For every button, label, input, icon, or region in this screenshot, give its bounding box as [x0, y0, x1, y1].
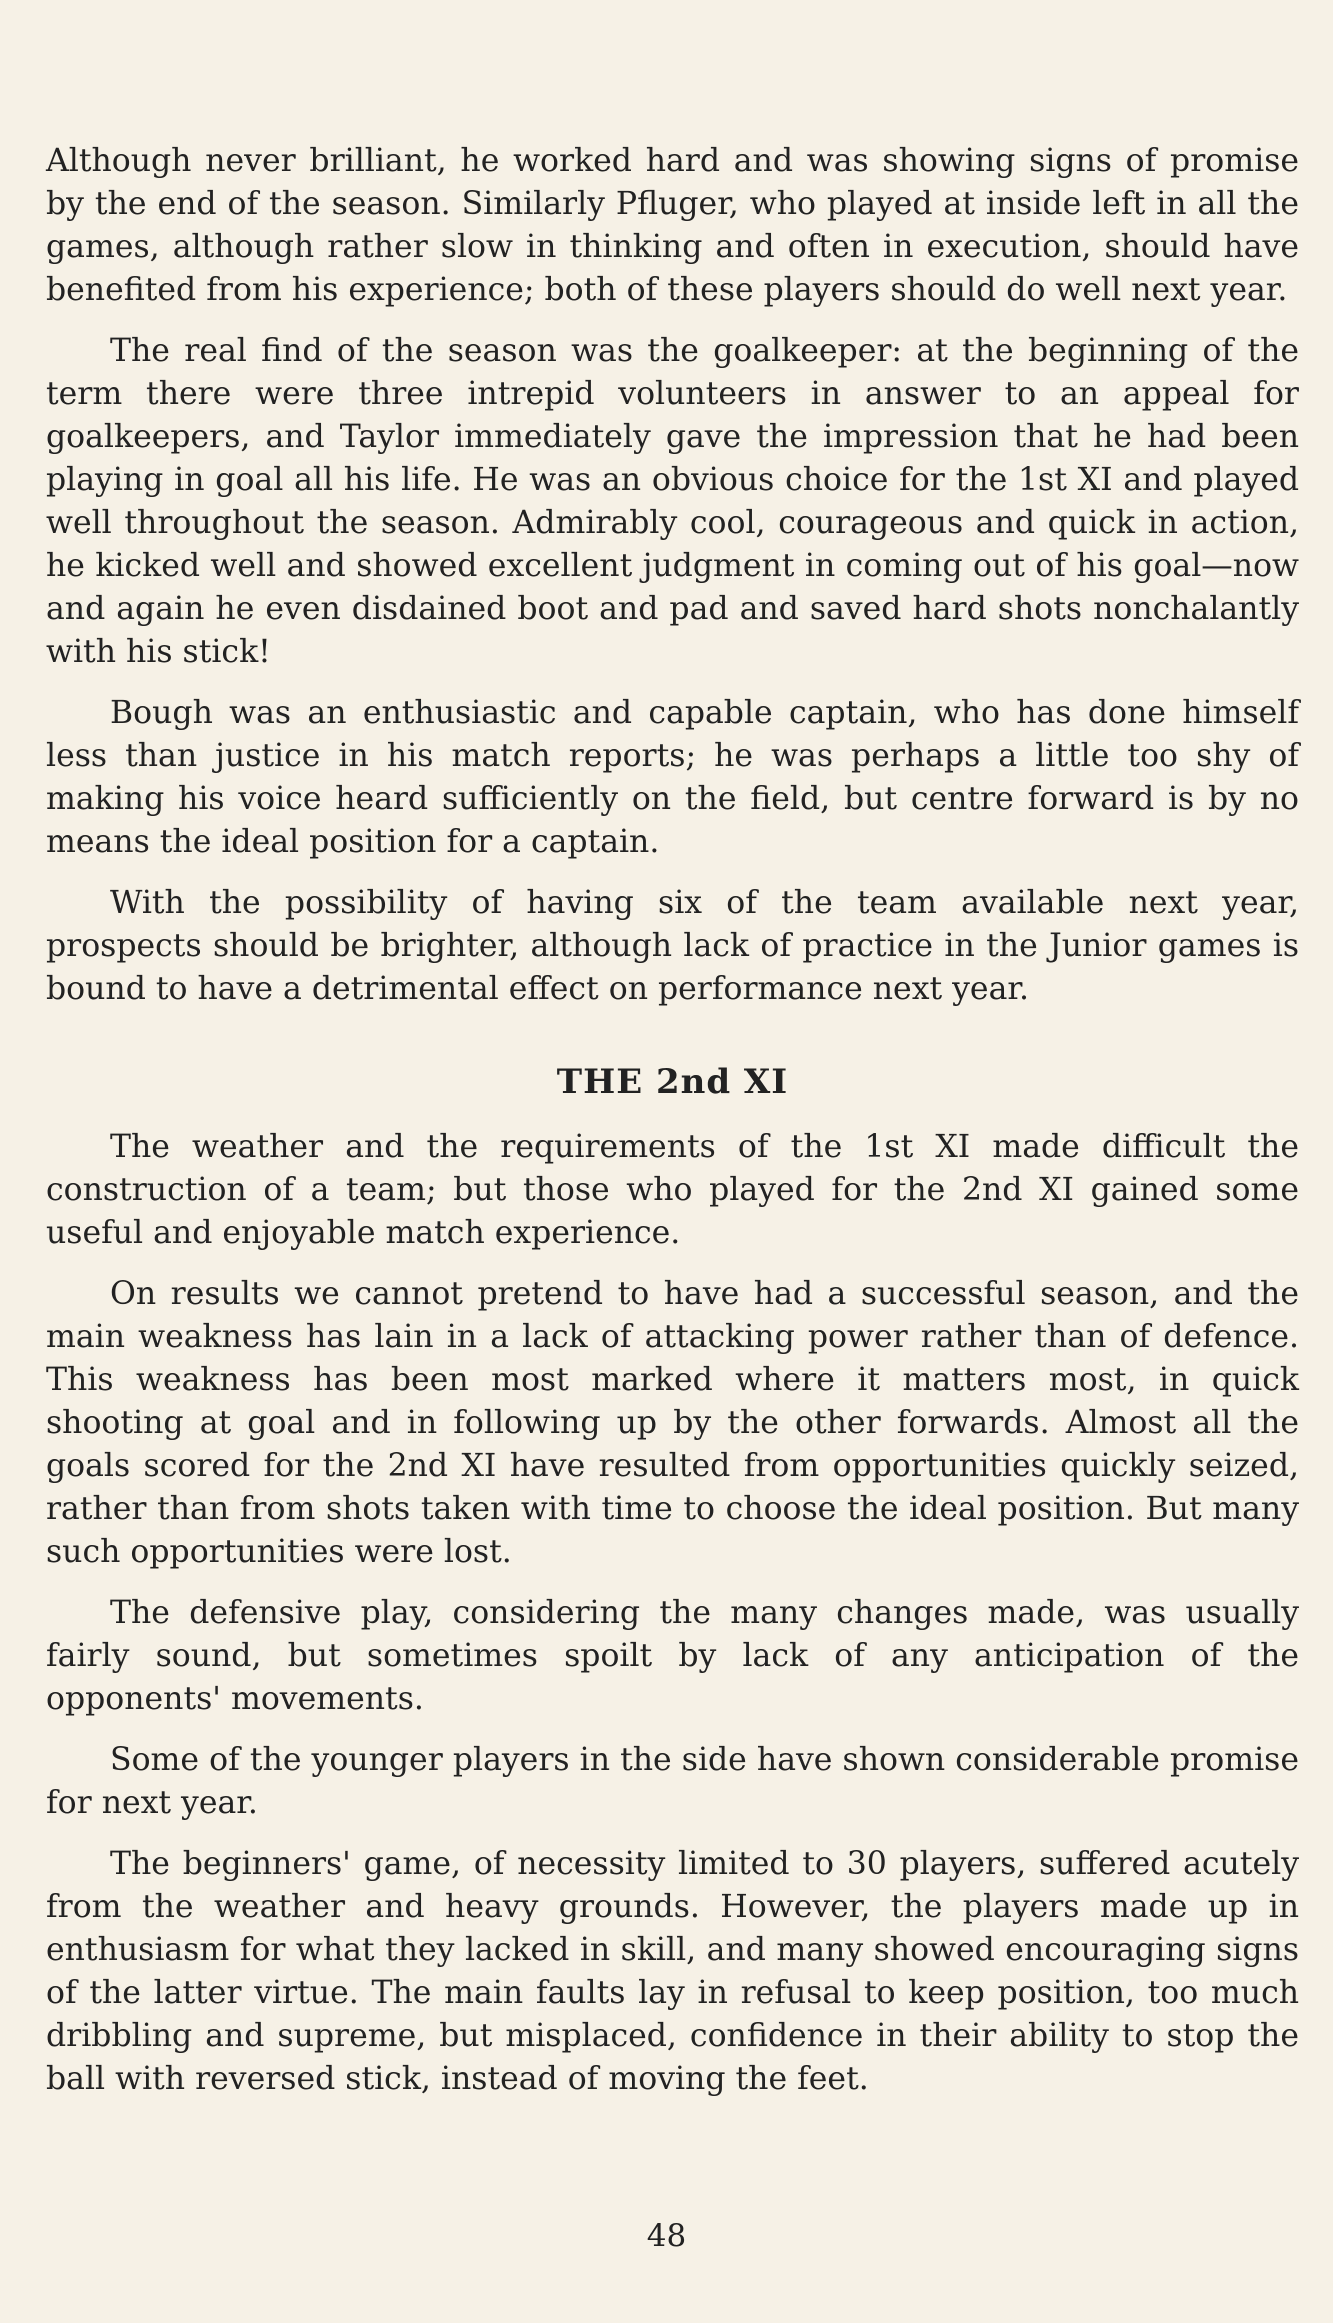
section-heading: THE 2nd XI	[556, 1062, 789, 1102]
paragraph-beginners-game: The beginners' game, of necessity limited to 30 players, suffered acutely from the weather and heavy grounds. However, the players made up in enthusiasm for what they lacked in skill, and many showed encouraging signs of the latter virtue. The main faults lay in refusal to keep position, too much dribbling and supreme, but misplaced, confidence in their ability to stop the ball with reversed stick, instead of moving the feet.	[46, 1846, 1299, 2097]
document-page	[46, 140, 1299, 2220]
paragraph-prospects: With the possibility of having six of the team available next year, prospects should be brighter, although lack of practice in the Junior games is bound to have a detrimental effect on performance next year.	[46, 885, 1299, 1007]
paragraph-2nd-xi-intro: The weather and the requirements of the 1st XI made difficult the construction of a team; but those who played for the 2nd XI gained some useful and enjoyable match experience.	[46, 1129, 1299, 1251]
paragraph-results: On results we cannot pretend to have had a successful season, and the main weakness has lain in a lack of attacking power rather than of defence. This weakness has been most marked where it matters most, in quick shooting at goal and in following up by the other forwards. Almost all the goals scored for the 2nd XI have resulted from opportunities quickly seized, rather than from shots taken with time to choose the ideal position. But many such opportunities were lost.	[46, 1276, 1299, 1570]
paragraph-captain: Bough was an enthusiastic and capable captain, who has done himself less than justice in his match reports; he was perhaps a little too shy of making his voice heard sufficiently on the field, but centre forward is by no means the ideal position for a captain.	[46, 695, 1299, 860]
page-number: 48	[646, 2218, 687, 2254]
paragraph-defensive-play: The defensive play, considering the many changes made, was usually fairly sound, but sometimes spoilt by lack of any anticipation of the opponents' movements.	[46, 1595, 1299, 1717]
paragraph-continuation: Although never brilliant, he worked hard and was showing signs of promise by the end of the season. Similarly Pfluger, who played at inside left in all the games, although rather slow in thinking and often in execution, should have benefited from his experience; both of these players should do well next year.	[46, 143, 1299, 308]
paragraph-goalkeeper: The real find of the season was the goalkeeper: at the beginning of the term there were three intrepid volunteers in answer to an appeal for goalkeepers, and Taylor immediately gave the impression that he had been playing in goal all his life. He was an obvious choice for the 1st XI and played well throughout the season. Admirably cool, courageous and quick in action, he kicked well and showed excellent judgment in coming out of his goal—now and again he even disdained boot and pad and saved hard shots nonchalantly with his stick!	[46, 333, 1299, 670]
paragraph-younger-players: Some of the younger players in the side have shown considerable promise for next year.	[46, 1742, 1299, 1821]
